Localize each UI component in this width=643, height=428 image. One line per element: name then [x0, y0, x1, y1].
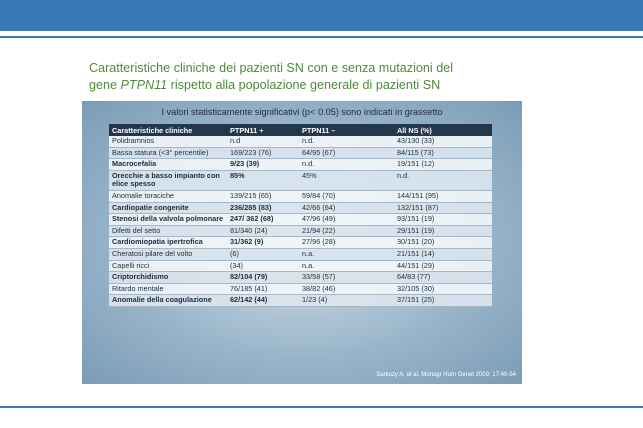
- table-row: [109, 260, 492, 272]
- value-cell: n.a.: [299, 260, 394, 272]
- row-label-cell: Anomalie della coagulazione: [109, 295, 227, 307]
- value-cell: 62/142 (44): [227, 295, 299, 307]
- column-header: Caratteristiche cliniche: [109, 124, 227, 136]
- value-cell: 47/96 (49): [299, 214, 394, 226]
- row-label-cell: Bassa statura (<3° percentile): [109, 147, 227, 159]
- value-cell: 144/151 (95): [394, 190, 492, 202]
- value-cell: 42/66 (64): [299, 202, 394, 214]
- column-header: PTPN11 –: [299, 124, 394, 136]
- row-label-cell: Capelli ricci: [109, 260, 227, 272]
- row-label-cell: Stenosi della valvola polmonare: [109, 214, 227, 226]
- title-line-2: [89, 77, 609, 94]
- table-row: [109, 170, 492, 190]
- source-citation: Sarkozy A, et al. Monogr Hum Genet 2009; 17:40-54: [376, 372, 516, 378]
- row-label-cell: Cheratosi pilare del volto: [109, 248, 227, 260]
- row-label-cell: Orecchie a basso impianto con elice spesso: [109, 170, 227, 190]
- header-bar: [0, 0, 643, 31]
- clinical-features-table: [109, 124, 492, 307]
- value-cell: 19/151 (12): [394, 159, 492, 171]
- value-cell: n.d.: [394, 170, 492, 190]
- row-label-cell: Difetti del setto: [109, 225, 227, 237]
- value-cell: 59/84 (70): [299, 190, 394, 202]
- value-cell: 64/95 (67): [299, 147, 394, 159]
- table-row: [109, 295, 492, 307]
- table-caption: I valori statisticamente significativi (p< 0.05) sono indicati in grassetto: [161, 107, 443, 117]
- row-label-cell: Criptorchidismo: [109, 272, 227, 284]
- value-cell: (6): [227, 248, 299, 260]
- value-cell: 21/151 (14): [394, 248, 492, 260]
- table-row: [109, 272, 492, 284]
- value-cell: n.d.: [299, 136, 394, 147]
- footer-divider: [0, 406, 643, 408]
- table-row: [109, 136, 492, 147]
- table-row: [109, 237, 492, 249]
- value-cell: 169/223 (76): [227, 147, 299, 159]
- table-row: [109, 283, 492, 295]
- row-label-cell: Cardiomiopatia ipertrofica: [109, 237, 227, 249]
- title-suffix: rispetto alla popolazione generale di pazienti SN: [167, 78, 441, 92]
- row-label-cell: Ritardo mentale: [109, 283, 227, 295]
- title-prefix: gene: [89, 78, 121, 92]
- value-cell: 29/151 (19): [394, 225, 492, 237]
- slide-title: [89, 60, 609, 94]
- value-cell: 43/130 (33): [394, 136, 492, 147]
- value-cell: n.d: [227, 136, 299, 147]
- table-row: [109, 225, 492, 237]
- table-header-row: [109, 124, 492, 136]
- table-row: [109, 159, 492, 171]
- table-row: [109, 147, 492, 159]
- row-label-cell: Anomalie toraciche: [109, 190, 227, 202]
- table-row: [109, 202, 492, 214]
- value-cell: 32/105 (30): [394, 283, 492, 295]
- header-divider: [0, 36, 643, 38]
- value-cell: 236/285 (83): [227, 202, 299, 214]
- column-header: All NS (%): [394, 124, 492, 136]
- table-row: [109, 214, 492, 226]
- value-cell: 85%: [227, 170, 299, 190]
- value-cell: n.d.: [299, 159, 394, 171]
- value-cell: 38/82 (46): [299, 283, 394, 295]
- table-image-panel: [82, 101, 522, 384]
- value-cell: 37/151 (25): [394, 295, 492, 307]
- title-line-1: Caratteristiche cliniche dei pazienti SN con e senza mutazioni del: [89, 61, 454, 75]
- value-cell: 45%: [299, 170, 394, 190]
- value-cell: 30/151 (20): [394, 237, 492, 249]
- column-header: PTPN11 +: [227, 124, 299, 136]
- value-cell: 31/362 (9): [227, 237, 299, 249]
- value-cell: 27/96 (28): [299, 237, 394, 249]
- value-cell: 247/ 362 (68): [227, 214, 299, 226]
- row-label-cell: Polidramnios: [109, 136, 227, 147]
- value-cell: 84/115 (73): [394, 147, 492, 159]
- value-cell: 21/94 (22): [299, 225, 394, 237]
- value-cell: 139/215 (65): [227, 190, 299, 202]
- value-cell: 64/83 (77): [394, 272, 492, 284]
- table-row: [109, 248, 492, 260]
- value-cell: 82/104 (79): [227, 272, 299, 284]
- value-cell: 33/58 (57): [299, 272, 394, 284]
- value-cell: 44/151 (29): [394, 260, 492, 272]
- value-cell: (34): [227, 260, 299, 272]
- value-cell: 9/23 (39): [227, 159, 299, 171]
- table-row: [109, 190, 492, 202]
- value-cell: n.a.: [299, 248, 394, 260]
- value-cell: 76/185 (41): [227, 283, 299, 295]
- row-label-cell: Macrocefalia: [109, 159, 227, 171]
- value-cell: 81/340 (24): [227, 225, 299, 237]
- gene-name: PTPN11: [120, 78, 168, 92]
- value-cell: 132/151 (87): [394, 202, 492, 214]
- value-cell: 93/151 (19): [394, 214, 492, 226]
- value-cell: 1/23 (4): [299, 295, 394, 307]
- row-label-cell: Cardiopatie congenite: [109, 202, 227, 214]
